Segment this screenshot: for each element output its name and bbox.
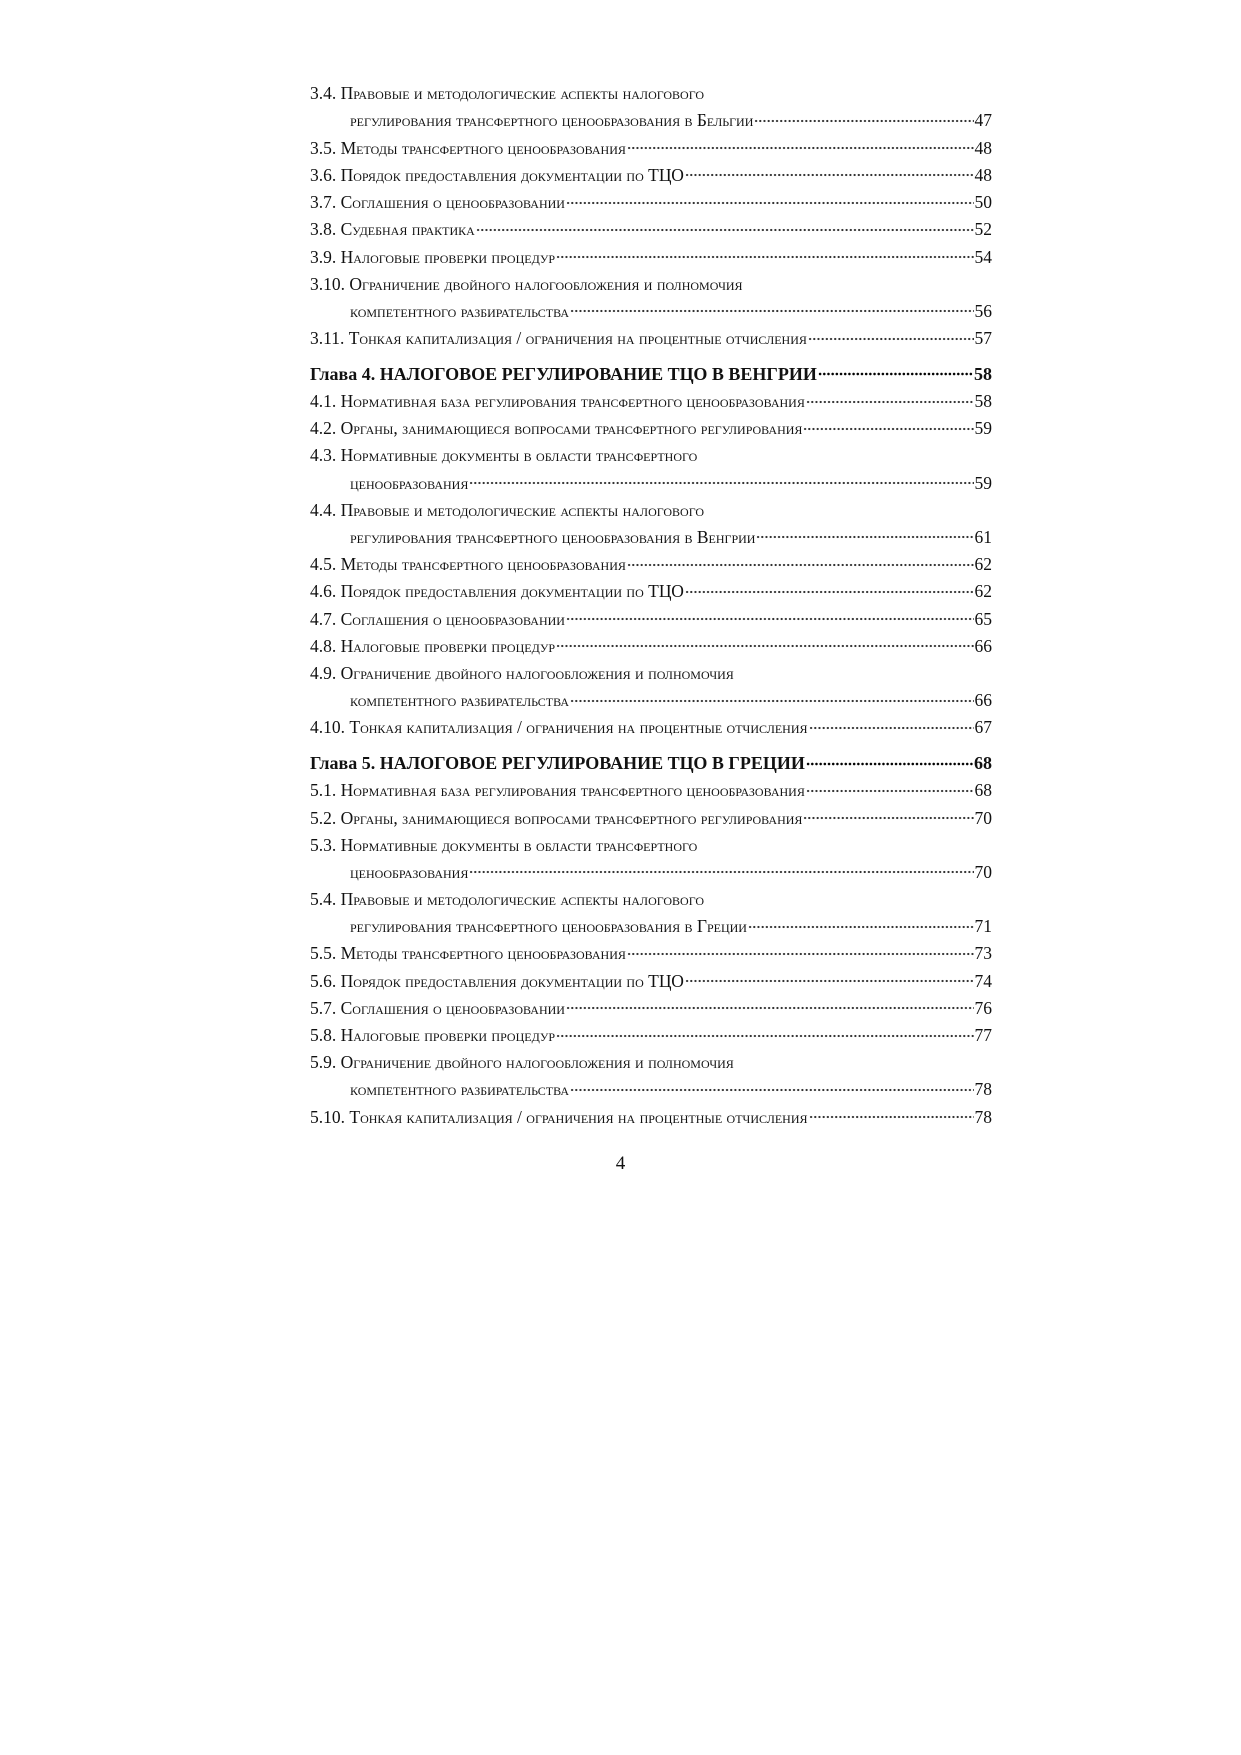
- toc-dot-leader: [685, 967, 974, 986]
- toc-entry-title: Порядок предоставления документации по ТЦО: [340, 164, 684, 185]
- toc-page-number: 57: [974, 328, 992, 348]
- toc-dot-leader: [806, 749, 973, 769]
- toc-page-number: 62: [974, 554, 992, 575]
- toc-entry-title: Соглашения о ценообразовании: [340, 192, 565, 212]
- toc-page-number: 66: [974, 690, 992, 711]
- toc-dot-leader: [754, 107, 973, 126]
- toc-page-number: 61: [974, 526, 992, 547]
- toc-entry-title: Методы трансфертного ценообразования: [340, 137, 626, 158]
- toc-page-number: 74: [974, 970, 992, 991]
- toc-entry-title-part2: ценообразования: [350, 861, 469, 882]
- toc-entry-title-part1: Правовые и методологические аспекты налогового: [340, 499, 705, 520]
- toc-entry[interactable]: [310, 1022, 992, 1049]
- toc-dot-leader: [809, 714, 974, 733]
- toc-entry-title: Порядок предоставления документации по ТЦО: [340, 970, 684, 991]
- toc-entry-number: 3.8.: [310, 219, 337, 240]
- toc-entry-title-part1: Нормативные документы в области трансфертного: [340, 834, 698, 855]
- toc-entry-title-part2: регулирования трансфертного ценообразования в Греции: [350, 916, 747, 937]
- toc-page-number: 62: [974, 581, 992, 602]
- toc-page-number: 73: [974, 943, 992, 964]
- toc-entry-title: Соглашения о ценообразовании: [340, 608, 565, 629]
- toc-page-number: 66: [974, 635, 992, 656]
- toc-entry-number: 4.10.: [310, 717, 345, 738]
- toc-entry-title: Органы, занимающиеся вопросами трансфертного регулирования: [340, 807, 803, 828]
- toc-entry[interactable]: [310, 1049, 992, 1103]
- toc-dot-leader: [566, 605, 974, 624]
- toc-entry-number: 4.7.: [310, 608, 337, 629]
- toc-entry-label: [310, 135, 626, 162]
- toc-dot-leader: [469, 469, 973, 488]
- toc-entry-title-part1: Ограничение двойного налогообложения и полномочия: [349, 273, 743, 294]
- toc-entry[interactable]: [310, 886, 992, 940]
- toc-entry-number: 5.2.: [310, 807, 337, 828]
- toc-page-number: 59: [974, 418, 992, 439]
- toc-entry[interactable]: [310, 415, 992, 442]
- toc-entry-title-part1: Ограничение двойного налогообложения и полномочия: [340, 662, 734, 683]
- toc-chapter-entry[interactable]: [310, 360, 992, 388]
- toc-dot-leader: [803, 804, 973, 823]
- toc-dot-leader: [476, 216, 974, 235]
- toc-entry-title-part1: Правовые и методологические аспекты налогового: [340, 888, 705, 909]
- toc-dot-leader: [556, 243, 973, 262]
- toc-entry-first-line: [310, 442, 992, 469]
- toc-entry[interactable]: [310, 1103, 992, 1130]
- toc-entry[interactable]: [310, 162, 992, 189]
- toc-page-number: 56: [974, 300, 992, 321]
- toc-entry-number: 4.6.: [310, 581, 337, 602]
- toc-entry-label: [310, 388, 805, 415]
- toc-entry-title: Соглашения о ценообразовании: [340, 997, 565, 1018]
- toc-dot-leader: [566, 995, 974, 1014]
- toc-page-number: 68: [974, 780, 992, 801]
- toc-entry-title-part2: компетентного разбирательства: [350, 690, 570, 711]
- toc-entry[interactable]: [310, 660, 992, 714]
- toc-entry[interactable]: [310, 325, 992, 352]
- toc-entry[interactable]: [310, 271, 992, 325]
- toc-entry-label: [310, 1104, 808, 1131]
- toc-page-number: 65: [974, 608, 992, 629]
- toc-entry[interactable]: [310, 940, 992, 967]
- toc-entry[interactable]: [310, 714, 992, 741]
- toc-entry-label: [310, 189, 565, 216]
- toc-entry[interactable]: [310, 216, 992, 243]
- toc-dot-leader: [808, 325, 974, 344]
- toc-entry-number: 3.11.: [310, 328, 345, 348]
- toc-entry-label: [310, 968, 684, 995]
- toc-entry[interactable]: [310, 633, 992, 660]
- toc-entry-title: Судебная практика: [340, 219, 475, 240]
- toc-chapter-entry[interactable]: [310, 749, 992, 777]
- toc-entry-number: 5.1.: [310, 780, 337, 801]
- toc-entry-first-line: [310, 1049, 992, 1076]
- toc-entry[interactable]: [310, 995, 992, 1022]
- toc-entry-first-line: [310, 660, 992, 687]
- toc-entry-title-part1: Правовые и методологические аспекты налогового: [340, 83, 705, 103]
- toc-page-number: 48: [974, 164, 992, 185]
- toc-page-number: 78: [974, 1106, 992, 1127]
- toc-page-number: 52: [974, 219, 992, 240]
- toc-page-number: 47: [974, 110, 992, 131]
- toc-entry-number: 4.5.: [310, 554, 337, 575]
- toc-entry-label: [310, 578, 684, 605]
- toc-entry-number: 5.5.: [310, 943, 337, 964]
- toc-dot-leader: [748, 913, 974, 932]
- toc-dot-leader: [570, 687, 973, 706]
- toc-entry-label: [310, 244, 555, 271]
- toc-entry-title: Нормативная база регулирования трансфертного ценообразования: [340, 780, 805, 801]
- toc-entry-label: [310, 551, 626, 578]
- toc-entry-number: 4.1.: [310, 391, 337, 412]
- toc-entry-title: Налоговые проверки процедур: [340, 1025, 556, 1046]
- toc-entry-label: [310, 216, 475, 243]
- toc-entry-title-part2: компетентного разбирательства: [350, 1079, 570, 1100]
- toc-entry-number: 3.6.: [310, 164, 337, 185]
- toc-entry-title: Органы, занимающиеся вопросами трансфертного регулирования: [340, 418, 803, 439]
- toc-entry-label: [310, 606, 565, 633]
- toc-entry-number: 4.9.: [310, 662, 337, 683]
- toc-dot-leader: [806, 388, 974, 407]
- toc-entry-title: Тонкая капитализация / ограничения на процентные отчисления: [349, 1106, 808, 1127]
- toc-entry-title-part2: регулирования трансфертного ценообразования в Венгрии: [350, 526, 756, 547]
- toc-entry[interactable]: [310, 189, 992, 216]
- toc-dot-leader: [685, 578, 974, 597]
- toc-dot-leader: [566, 189, 974, 208]
- toc-dot-leader: [627, 134, 974, 153]
- toc-entry-label: [310, 995, 565, 1022]
- toc-entry-title: Порядок предоставления документации по ТЦО: [340, 581, 684, 602]
- toc-page-number: 59: [974, 472, 992, 493]
- toc-entry-number: 3.7.: [310, 192, 337, 212]
- toc-page-number: 71: [974, 916, 992, 937]
- toc-dot-leader: [627, 940, 974, 959]
- toc-dot-leader: [570, 1076, 973, 1095]
- toc-page-number: 70: [974, 861, 992, 882]
- toc-entry-title-part2: регулирования трансфертного ценообразования в Бельгии: [350, 110, 754, 131]
- toc-entry-first-line: [310, 80, 992, 107]
- toc-entry-number: 5.3.: [310, 834, 337, 855]
- toc-entry-title-part2: ценообразования: [350, 472, 469, 493]
- toc-dot-leader: [818, 360, 973, 380]
- toc-entry-title: Тонкая капитализация / ограничения на процентные отчисления: [348, 328, 807, 348]
- toc-entry-title: Налоговые проверки процедур: [340, 635, 556, 656]
- toc-entry-number: 4.2.: [310, 418, 337, 439]
- toc-page-number: 77: [974, 1025, 992, 1046]
- toc-entry-title: Тонкая капитализация / ограничения на процентные отчисления: [349, 717, 808, 738]
- toc-page-number: 67: [974, 717, 992, 738]
- table-of-contents: [310, 80, 992, 1131]
- toc-dot-leader: [806, 777, 974, 796]
- toc-entry[interactable]: [310, 243, 992, 270]
- toc-entry-number: 5.6.: [310, 970, 337, 991]
- toc-entry[interactable]: [310, 388, 992, 415]
- toc-entry-number: 4.3.: [310, 445, 337, 466]
- toc-dot-leader: [685, 162, 974, 181]
- toc-entry-label: [310, 325, 807, 352]
- toc-entry-label: [310, 714, 808, 741]
- toc-entry-first-line: [310, 497, 992, 524]
- toc-page-number: 50: [974, 192, 992, 212]
- toc-entry-number: 5.4.: [310, 888, 337, 909]
- toc-page-number: 70: [974, 807, 992, 828]
- toc-entry-label: [310, 940, 626, 967]
- toc-entry-label: [310, 805, 802, 832]
- toc-entry[interactable]: [310, 832, 992, 886]
- toc-entry[interactable]: [310, 497, 992, 551]
- toc-entry-title: Методы трансфертного ценообразования: [340, 943, 626, 964]
- toc-entry-number: 4.4.: [310, 499, 337, 520]
- toc-entry-number: 5.9.: [310, 1052, 337, 1073]
- toc-entry-title: Нормативная база регулирования трансфертного ценообразования: [340, 391, 805, 412]
- toc-chapter-title: Глава 4. НАЛОГОВОЕ РЕГУЛИРОВАНИЕ ТЦО В ВЕНГРИИ: [310, 363, 817, 384]
- toc-entry-first-line: [310, 886, 992, 913]
- toc-entry[interactable]: [310, 967, 992, 994]
- toc-entry-number: 3.10.: [310, 273, 345, 294]
- toc-page-number: 58: [974, 363, 992, 384]
- toc-entry-label: [310, 777, 805, 804]
- toc-entry-number: 4.8.: [310, 635, 337, 656]
- toc-dot-leader: [627, 551, 974, 570]
- toc-entry-number: 5.8.: [310, 1025, 337, 1046]
- toc-entry-number: 3.5.: [310, 137, 337, 158]
- toc-entry[interactable]: [310, 777, 992, 804]
- toc-page-number: 48: [974, 137, 992, 158]
- toc-dot-leader: [809, 1103, 974, 1122]
- toc-page-number: 54: [974, 246, 992, 267]
- toc-entry[interactable]: [310, 605, 992, 632]
- toc-entry[interactable]: [310, 442, 992, 496]
- toc-page-number: 76: [974, 997, 992, 1018]
- toc-entry[interactable]: [310, 804, 992, 831]
- toc-entry[interactable]: [310, 551, 992, 578]
- toc-page-number: 68: [974, 753, 992, 774]
- toc-dot-leader: [756, 524, 973, 543]
- toc-entry-first-line: [310, 832, 992, 859]
- toc-entry[interactable]: [310, 134, 992, 161]
- toc-entry-title-part1: Нормативные документы в области трансфертного: [340, 445, 698, 466]
- toc-dot-leader: [556, 633, 973, 652]
- toc-entry[interactable]: [310, 80, 992, 134]
- toc-entry-title: Налоговые проверки процедур: [340, 246, 556, 267]
- toc-entry-title-part1: Ограничение двойного налогообложения и полномочия: [340, 1052, 734, 1073]
- toc-dot-leader: [570, 298, 973, 317]
- toc-entry-label: [310, 162, 684, 189]
- toc-entry-number: 5.7.: [310, 997, 337, 1018]
- page-number: 4: [615, 1153, 626, 1174]
- toc-entry-label: [310, 1022, 555, 1049]
- toc-dot-leader: [803, 415, 973, 434]
- toc-entry-label: [310, 633, 555, 660]
- toc-entry-label: [310, 415, 802, 442]
- toc-entry-title-part2: компетентного разбирательства: [350, 300, 570, 321]
- toc-entry-first-line: [310, 271, 992, 298]
- toc-dot-leader: [469, 859, 973, 878]
- toc-entry-number: 3.9.: [310, 246, 337, 267]
- toc-entry-title: Методы трансфертного ценообразования: [340, 554, 626, 575]
- toc-page-number: 58: [974, 391, 992, 412]
- toc-page-number: 78: [974, 1079, 992, 1100]
- toc-chapter-title: Глава 5. НАЛОГОВОЕ РЕГУЛИРОВАНИЕ ТЦО В ГРЕЦИИ: [310, 753, 805, 774]
- toc-dot-leader: [556, 1022, 973, 1041]
- toc-entry[interactable]: [310, 578, 992, 605]
- toc-entry-number: 5.10.: [310, 1106, 345, 1127]
- toc-entry-number: 3.4.: [310, 83, 337, 103]
